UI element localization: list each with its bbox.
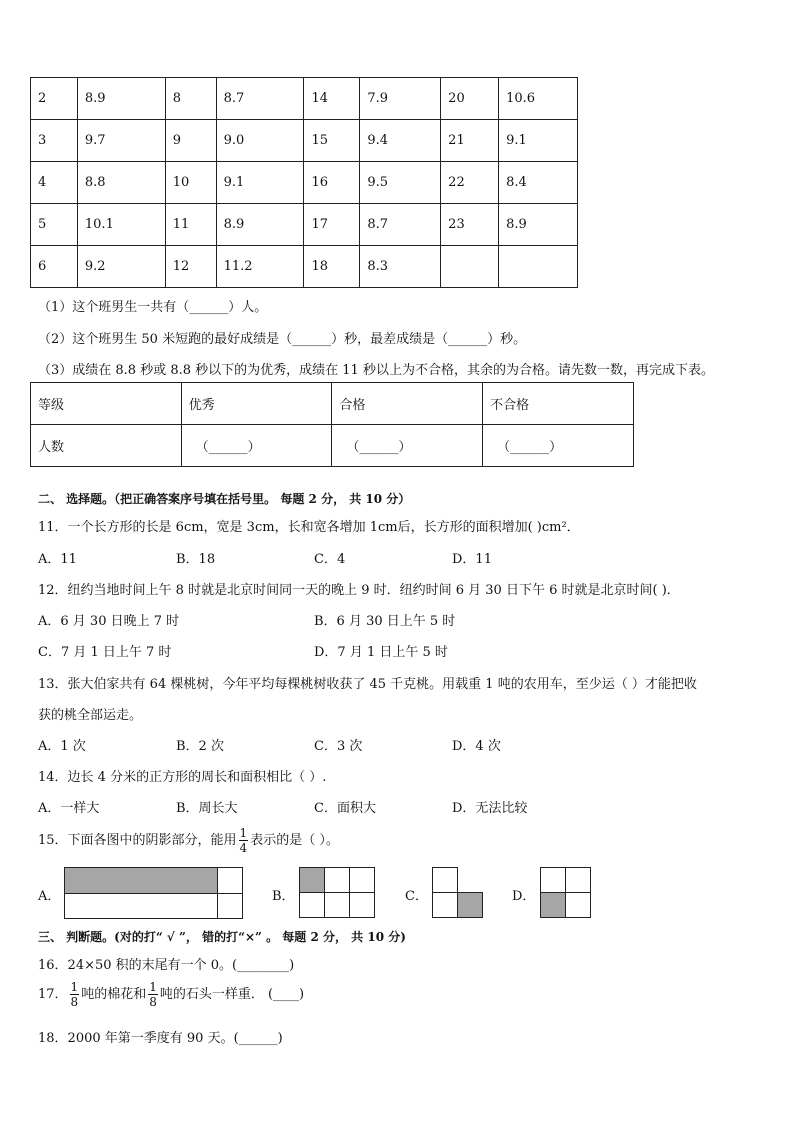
q13-option-b[interactable]: B．2 次 <box>176 739 224 754</box>
student-number-cell: 8 <box>165 78 216 120</box>
score-cell: 8.9 <box>77 78 165 120</box>
score-cell: 9.2 <box>77 246 165 288</box>
q15-text-a: 15．下面各图中的阴影部分，能用 <box>38 833 237 848</box>
q12-option-d[interactable]: D．7 月 1 日上午 5 时 <box>314 645 448 660</box>
score-cell: 8.9 <box>499 204 578 246</box>
student-number-cell: 17 <box>304 204 360 246</box>
question-13-cont: 获的桃全部运走。 <box>38 708 143 723</box>
student-number-cell: 6 <box>31 246 78 288</box>
question-3: （3）成绩在 8.8 秒或 8.8 秒以下的为优秀，成绩在 11 秒以上为不合格，其余的为合格。请先数一数，再完成下表。 <box>38 363 714 378</box>
scores-table <box>30 77 578 288</box>
fraction-numerator: 1 <box>239 826 248 840</box>
answer-blank[interactable]: （______） <box>181 425 332 467</box>
fraction-numerator: 1 <box>149 980 157 994</box>
fraction-one-eighth <box>70 980 80 1009</box>
grid-cell <box>349 892 375 918</box>
score-cell: 8.7 <box>360 204 441 246</box>
grid-cell <box>64 893 218 919</box>
score-cell: 10.1 <box>77 204 165 246</box>
question-11: 11．一个长方形的长是 6cm，宽是 3cm，长和宽各增加 1cm后，长方形的面积增加( )cm²． <box>38 520 580 535</box>
student-number-cell: 21 <box>441 120 499 162</box>
q11-option-b[interactable]: B．18 <box>176 552 216 567</box>
student-number-cell: 11 <box>165 204 216 246</box>
grid-cell <box>324 867 350 893</box>
grade-header-cell: 不合格 <box>483 383 634 425</box>
score-cell: 8.9 <box>216 204 304 246</box>
answer-blank[interactable]: （______） <box>483 425 634 467</box>
student-number-cell: 10 <box>165 162 216 204</box>
table-row <box>31 204 578 246</box>
fraction-denominator: 4 <box>239 841 248 855</box>
shaded-cell <box>299 867 325 893</box>
fraction-denominator: 8 <box>70 995 79 1009</box>
grade-table-header <box>31 383 634 425</box>
q12-option-c[interactable]: C．7 月 1 日上午 7 时 <box>38 645 172 660</box>
question-15 <box>38 826 339 856</box>
score-cell: 7.9 <box>360 78 441 120</box>
q15-option-c[interactable]: C． <box>405 889 428 904</box>
question-18: 18．2000 年第一季度有 90 天。(______) <box>38 1031 283 1046</box>
table-row <box>31 78 578 120</box>
q14-option-c[interactable]: C．面积大 <box>314 801 376 816</box>
score-cell: 8.8 <box>77 162 165 204</box>
question-12: 12．纽约当地时间上午 8 时就是北京时间同一天的晚上 9 时．纽约时间 6 月 30 日下午 6 时就是北京时间( )． <box>38 583 680 598</box>
shaded-cell <box>64 867 218 894</box>
q14-option-a[interactable]: A．一样大 <box>38 801 100 816</box>
fraction-one-eighth <box>148 980 158 1009</box>
grid-cell <box>324 892 350 918</box>
q15-text-b: 表示的是（ ）。 <box>250 833 339 848</box>
question-17 <box>38 978 304 1012</box>
grid-cell <box>217 867 243 894</box>
student-number-cell: 20 <box>441 78 499 120</box>
student-number-cell: 4 <box>31 162 78 204</box>
score-cell: 9.0 <box>216 120 304 162</box>
q15-option-d[interactable]: D． <box>512 889 536 904</box>
grade-header-cell: 优秀 <box>181 383 332 425</box>
score-cell: 8.3 <box>360 246 441 288</box>
q11-option-c[interactable]: C．4 <box>314 552 346 567</box>
grade-table-row <box>31 425 634 467</box>
score-cell: 8.4 <box>499 162 578 204</box>
grid-cell <box>540 867 566 893</box>
score-cell: 9.1 <box>216 162 304 204</box>
fraction-numerator: 1 <box>70 980 79 994</box>
q17-number: 17． <box>38 987 68 1002</box>
q17-text-c: 吨的石头一样重． (____) <box>159 987 305 1002</box>
question-1: （1）这个班男生一共有（______）人。 <box>38 300 268 315</box>
q17-text-b: 吨的棉花和 <box>81 987 147 1002</box>
student-number-cell <box>441 246 499 288</box>
table-row <box>31 246 578 288</box>
score-cell: 8.7 <box>216 78 304 120</box>
section-2-title: 二、 选择题。（把正确答案序号填在括号里。 每题 2 分， 共 10 分） <box>38 492 411 506</box>
score-cell: 9.4 <box>360 120 441 162</box>
shaded-cell <box>540 892 566 918</box>
q11-option-d[interactable]: D．11 <box>452 552 492 567</box>
student-number-cell: 14 <box>304 78 360 120</box>
grade-table <box>30 382 634 467</box>
grid-cell <box>432 867 458 893</box>
q13-option-d[interactable]: D．4 次 <box>452 739 501 754</box>
student-number-cell: 18 <box>304 246 360 288</box>
q15-option-a[interactable]: A． <box>38 889 61 904</box>
score-cell: 9.5 <box>360 162 441 204</box>
score-cell: 10.6 <box>499 78 578 120</box>
student-number-cell: 9 <box>165 120 216 162</box>
table-row <box>31 162 578 204</box>
q11-option-a[interactable]: A．11 <box>38 552 77 567</box>
answer-blank[interactable]: （______） <box>332 425 483 467</box>
grid-cell <box>217 893 243 919</box>
student-number-cell: 15 <box>304 120 360 162</box>
grade-row-label: 人数 <box>31 425 182 467</box>
section-3-title: 三、 判断题。(对的打“ √ ”， 错的打“×” 。 每题 2 分， 共 10 分) <box>38 930 406 944</box>
grid-cell <box>565 867 591 893</box>
q13-option-a[interactable]: A．1 次 <box>38 739 86 754</box>
student-number-cell: 16 <box>304 162 360 204</box>
score-cell: 9.7 <box>77 120 165 162</box>
table-row <box>31 120 578 162</box>
score-cell <box>499 246 578 288</box>
shaded-cell <box>457 892 483 918</box>
score-cell: 9.1 <box>499 120 578 162</box>
q12-option-a[interactable]: A．6 月 30 日晚上 7 时 <box>38 614 180 629</box>
grid-cell <box>299 892 325 918</box>
grade-header-cell: 合格 <box>332 383 483 425</box>
grade-header-cell: 等级 <box>31 383 182 425</box>
q12-option-b[interactable]: B．6 月 30 日上午 5 时 <box>314 614 456 629</box>
q14-option-b[interactable]: B．周长大 <box>176 801 238 816</box>
score-cell: 11.2 <box>216 246 304 288</box>
question-16: 16．24×50 积的末尾有一个 0。(________) <box>38 958 295 973</box>
q13-option-c[interactable]: C．3 次 <box>314 739 363 754</box>
student-number-cell: 23 <box>441 204 499 246</box>
grid-cell <box>432 892 458 918</box>
fraction-denominator: 8 <box>149 995 157 1009</box>
q15-option-b[interactable]: B． <box>272 889 295 904</box>
grid-cell <box>349 867 375 893</box>
grid-cell <box>565 892 591 918</box>
fraction-one-quarter <box>239 826 249 855</box>
question-13: 13．张大伯家共有 64 棵桃树，今年平均每棵桃树收获了 45 千克桃。用载重 1 吨的农用车，至少运（ ）才能把收 <box>38 677 697 692</box>
student-number-cell: 22 <box>441 162 499 204</box>
student-number-cell: 5 <box>31 204 78 246</box>
student-number-cell: 12 <box>165 246 216 288</box>
q14-option-d[interactable]: D．无法比较 <box>452 801 528 816</box>
question-14: 14．边长 4 分米的正方形的周长和面积相比（ ）. <box>38 770 327 785</box>
student-number-cell: 3 <box>31 120 78 162</box>
question-2: （2）这个班男生 50 米短跑的最好成绩是（______）秒，最差成绩是（______）秒。 <box>38 332 527 347</box>
student-number-cell: 2 <box>31 78 78 120</box>
